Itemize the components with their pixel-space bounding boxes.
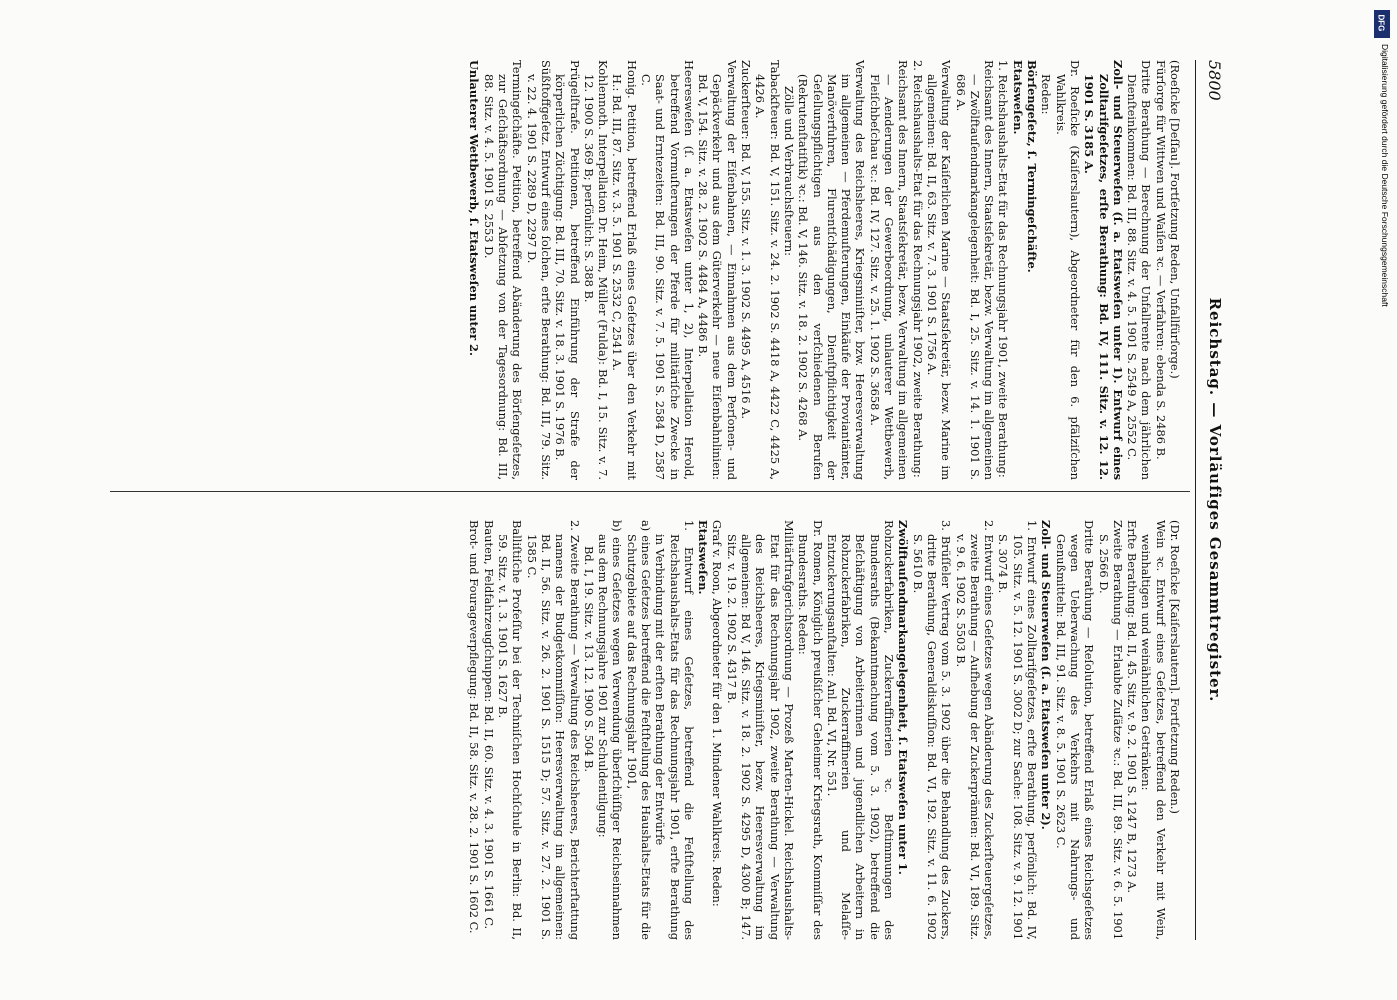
left-entry: Dr. Roeſicke (Kaiſerslautern), Abgeordneter für den 6. pfälziſchen Wahlkreis. <box>1053 60 1082 480</box>
left-entry: Börſengeſetz, ſ. Termingeſchäfte. <box>1025 60 1040 273</box>
right-entry: Wein ꝛc. Entwurf eines Geſetzes, betreffend den Verkehr mit Wein, weinhaltigen und weinähnlichen Getränken: <box>1139 520 1168 940</box>
right-entry: a) eines Geſetzes betreffend die Feſtſtellung des Haushalts-Etats für die Schutzgebiete auf das Rechnungsjahr 1901, <box>624 520 654 940</box>
dfg-logo-text: DFG <box>1376 14 1386 32</box>
left-entry: 2. Reichshaushalts-Etat für das Rechnungsjahr 1902, zweite Berathung: <box>910 60 925 478</box>
column-divider <box>110 491 1190 492</box>
right-entry: Brot- und Fourageverpflegung: Bd. II, 58. Sitz. v. 28. 2. 1901 S. 1602 C. <box>467 520 482 934</box>
right-entry: Balliſtiſche Profeſſur bei der Techniſchen Hochſchule in Berlin: Bd. II, 59. Sitz. v. 1. 3. 1901 S. 1627 B. <box>496 520 525 940</box>
left-entry: Dritte Berathung — Berechnung der Unfallrente nach dem jährlichen Dienſteinkommen: Bd. III, 88. Sitz. v. 4. 5. 1901 S. 2549 A, 2552 C. <box>1125 60 1154 480</box>
dfg-logo <box>1374 10 1390 38</box>
left-entry: 1. Reichshaushalts-Etat für das Rechnungsjahr 1901, zweite Berathung: <box>996 60 1011 478</box>
dfg-footer <box>1372 10 1392 990</box>
left-entry: Honig. Petition, betreffend Erlaß eines Geſetzes über den Verkehr mit H.: Bd. III, 87. Sitz. v. 3. 5. 1901 S. 2532 C, 2541 A. <box>610 60 639 480</box>
left-entry: Tabackſteuer: Bd. V, 151. Sitz. v. 24. 2. 1902 S. 4418 A, 4422 C, 4425 A, 4426 A. <box>753 60 782 480</box>
digitization-notice: Digitalisierung gefördert durch die Deutsche Forschungsgemeinschaft <box>1380 44 1390 307</box>
right-entry: 1. Entwurf eines Zolltarifgeſetzes, erſte Berathung, perſönlich: Bd. IV, 105. Sitz. v. 5. 12. 1901 S. 3002 D; zur Sache: 108. Sitz. v. 9. 12. 1901 S. 3074 B. <box>996 520 1040 940</box>
right-entry: Etatsweſen. <box>696 520 711 595</box>
left-entry: Zuckerſteuer: Bd. V, 155. Sitz. v. 1. 3. 1902 S. 4495 A, 4516 A. <box>739 60 754 419</box>
page-number: 5800 <box>1205 60 1224 101</box>
page-title: Reichstag. — Vorläufiges Gesammtregister. <box>1206 297 1224 703</box>
right-entry: Erſte Berathung: Bd. II, 45. Sitz. v. 9. 2. 1901 S. 1247 B, 1273 A. <box>1125 520 1140 893</box>
right-entry: Zweite Berathung — Erlaubte Zuſätze ꝛc.: Bd. III, 89. Sitz. v. 6. 5. 1901 S. 2566 D. <box>1096 520 1125 940</box>
right-entry: b) eines Geſetzes wegen Verwendung überſchüſſiger Reichseinnahmen aus dem Rechnungsjahre 1901 zur Schuldentilgung: <box>596 520 625 940</box>
left-entry: Reden: <box>1039 74 1054 115</box>
left-entry: Verwaltung der Kaiſerlichen Marine — Staatsſekretär, bezw. Marine im allgemeinen: Bd. II, 63. Sitz. v. 7. 3. 1901 S. 1756 A. <box>924 60 954 480</box>
right-entry: Graf v. Roon, Abgeordneter für den 1. Mindener Wahlkreis. Reden: <box>710 520 725 907</box>
right-entry: 2. Entwurf eines Geſetzes wegen Abänderung des Zuckerſteuergeſetzes, zweite Berathung — Aufhebung der Zuckerprämien: Bd. VI, 189. Sitz. v. 9. 6. 1902 S. 5503 B. <box>953 520 997 940</box>
left-entry: Kohlennoth. Interpellation Dr. Heim, Müller (Fulda): Bd. I, 15. Sitz. v. 7. 12. 1900 S. 369 B; perſönlich: S. 388 B. <box>581 60 611 480</box>
left-column <box>467 60 1182 480</box>
right-entry: Zwölftauſendmarkangelegenheit, ſ. Etatsweſen unter 1. <box>896 520 911 875</box>
page-header <box>1195 60 1230 940</box>
left-entry: Prügelſtrafe. Petitionen, betreffend Einführung der Strafe der körperlichen Züchtigung: Bd. III, 70. Sitz. v. 18. 3. 1901 S. 1976 B. <box>553 60 582 480</box>
left-entry: Zoll- und Steuerweſen (ſ. a. Etatsweſen unter 1). Entwurf eines Zolltarifgeſetzes, erſte Berathung: Bd. IV, 111. Sitz. v. 12. 12. 1901 S. 3185 A. <box>1082 60 1125 480</box>
right-entry: 2. Zweite Berathung — Verwaltung des Reichsheeres, Berichterſtattung namens der Budgetkommiſſion: Heeresverwaltung im allgemeinen: Bd. II, 56. Sitz. v. 26. 2. 1901 S. 1515 D; 57. Sitz. v. 27. 2. 1901 S. 1585 C. <box>524 520 582 940</box>
right-entry: Bd. I, 19. Sitz. v. 13. 12. 1900 S. 504 B. <box>581 546 596 773</box>
left-entry: Fürſorge für Wittwen und Waiſen ꝛc. — Verfahren: ebenda S. 2486 B. <box>1153 60 1168 460</box>
right-entry: 1. Entwurf eines Geſetzes, betreffend die Feſtſtellung des Reichshaushalts-Etats für das Rechnungsjahr 1901, erſte Berathung in Verbindung mit der erſten Berathung der Entwürfe <box>653 520 696 940</box>
left-entry: Unlauterer Wettbewerb, ſ. Etatsweſen unter 2. <box>467 60 482 356</box>
left-entry: (Roeſicke [Deſſau]. Fortſetzung Reden, Unfallfürſorge.) <box>1168 60 1182 379</box>
right-entry: Dritte Berathung — Reſolution, betreffend Erlaß eines Reichsgeſetzes wegen Ueberwachung des Verkehrs mit Nahrungs- und Genußmitteln: Bd. III, 91. Sitz. v. 8. 5. 1901 S. 2623 C. <box>1053 520 1097 940</box>
right-entry: 3. Brüſſeler Vertrag vom 5. 3. 1902 über die Behandlung des Zuckers, dritte Berathung, Generaldiskuſſion: Bd. VI, 192. Sitz. v. 11. 6. 1902 S. 5610 B. <box>910 520 954 940</box>
left-entry: Verwaltung der Eiſenbahnen, — Einnahmen aus dem Perſonen- und Gepäckverkehr und aus dem Güterverkehr — neue Eiſenbahnlinien: Bd. V, 154. Sitz. v. 28. 2. 1902 S. 4484 A, 4486 B. <box>696 60 739 480</box>
rotated-page <box>10 0 1300 1000</box>
right-entry: Militärſtrafgerichtsordnung — Prozeß Marten-Hickel. Reichshaushalts-Etat für das Rechnungsjahr 1902, zweite Berathung — Verwaltung des Reichsheeres, Kriegsminiſter, bezw. Heeresverwaltung im allgemeinen: Bd V, 146. Sitz. v. 18. 2. 1902 S. 4295 D, 4300 B; 147. Sitz. v. 19. 2. 1902 S. 4317 B. <box>724 520 796 940</box>
left-entry: Reichsamt des Innern, Staatsſekretär, bezw. Verwaltung im allgemeinen — Zwölftauſendmarkangelegenheit: Bd. I, 25. Sitz. v. 14. 1. 1901 S. 686 A. <box>953 60 997 480</box>
right-column <box>467 520 1182 940</box>
left-entry: Süßſtoffgeſetz. Entwurf eines ſolchen, erſte Berathung: Bd. III, 79. Sitz. v. 22. 4. 1901 S. 2289 D, 2297 D. <box>524 60 553 480</box>
right-entry: Dr. Romen, Königlich preußiſcher Geheimer Kriegsrath, Kommiſſar des Bundesraths. Reden: <box>796 520 825 940</box>
left-entry: Reichsamt des Innern, Staatsſekretär, bezw. Verwaltung im allgemeinen — Aenderungen der Gewerbeordnung, unlauterer Wettbewerb, Fleiſchbeſchau ꝛc.: Bd. IV, 127. Sitz. v. 25. 1. 1902 S. 3658 A. <box>867 60 911 480</box>
right-entry: (Dr. Roeſicke [Kaiſerslautern]. Fortſetzung Reden.) <box>1168 520 1182 814</box>
left-entry: Verwaltung des Reichsheeres, Kriegsminiſter, bzw. Heeresverwaltung im allgemeinen — Pferdemuſterungen, Einkäufe der Proviantämter, Manöverfuhren, Flurentſchädigungen, Dienſtpflichtigkeit der Geſellungspflichtigen aus den verſchiedenen Berufen (Rekrutenſtatiſtik) ꝛc.: Bd. V, 146. Sitz. v. 18. 2. 1902 S. 4268 A. <box>796 60 868 480</box>
right-entry: Bauten, Feldfahrzeugſchuppen: Bd. II, 60. Sitz. v. 4. 3. 1901 S. 1661 C. <box>481 520 496 930</box>
left-entry: Termingeſchäfte. Petition, betreffend Abänderung des Börſengeſetzes, zur Geſchäftsordnung — Abſetzung von der Tagesordnung: Bd. III, 88. Sitz. v. 4. 5. 1901 S. 2553 D. <box>481 60 525 480</box>
left-entry: Etatsweſen. <box>1010 60 1025 135</box>
right-entry: Rohzuckerfabriken, Zuckerraffinerien ꝛc. Beſtimmungen des Bundesraths (Bekanntmachung vom 5. 3. 1902), betreffend die Beſchäftigung von Arbeiterinnen und jugendlichen Arbeitern in Rohzuckerfabriken, Zuckerraffinerien und Melaſſe-Entzuckerungsanſtalten: Anl. Bd. VI, Nr. 551. <box>824 520 897 940</box>
right-entry: Zoll- und Steuerweſen (ſ. a. Etatsweſen unter 2). <box>1039 520 1054 830</box>
left-entry: Heeresweſen (ſ. a. Etatsweſen unter 1, 2), Interpellation Herold, betreffend Vormuſterungen der Pferde für militäriſche Zwecke in Saat- und Erntezeiten: Bd. III, 90. Sitz. v. 7. 5. 1901 S. 2584 D, 2587 C. <box>639 60 696 480</box>
left-entry: Zölle und Verbrauchsſteuern: <box>781 86 796 257</box>
